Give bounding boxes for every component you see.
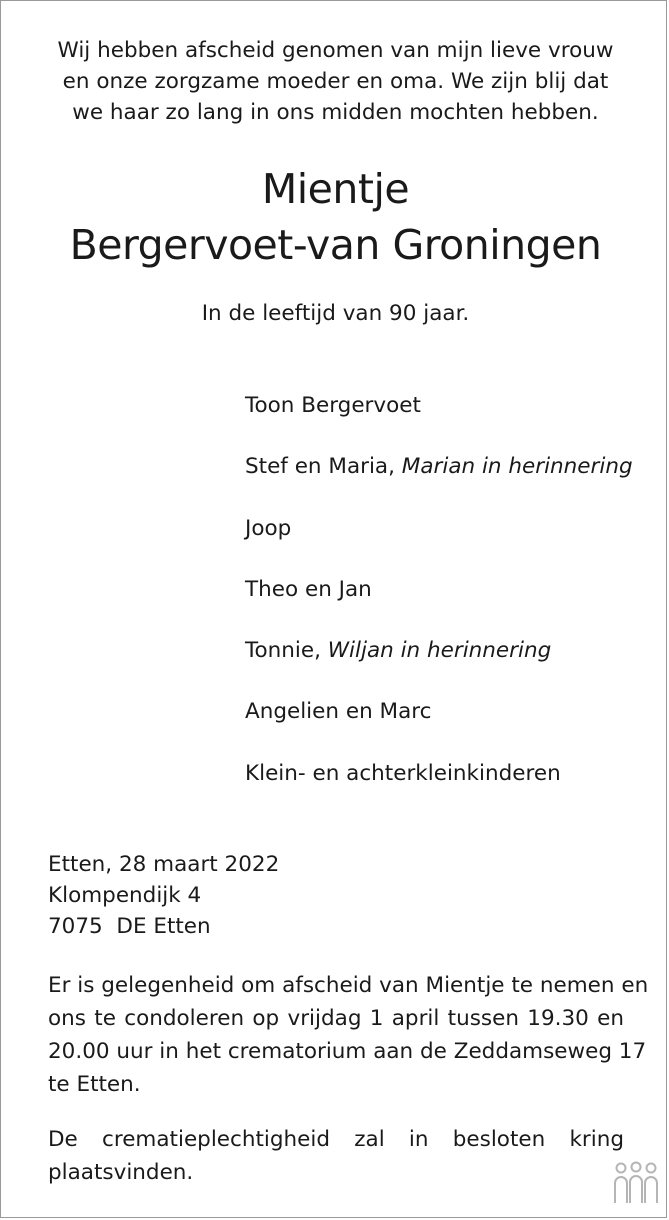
place-date: Etten, 28 maart 2022 <box>48 852 280 877</box>
street-address: Klompendijk 4 <box>48 883 202 908</box>
condolence-line: ons te condoleren op vrijdag 1 april tussen 19.30 en <box>48 1006 624 1031</box>
intro-line: Wij hebben afscheid genomen van mijn lieve vrouw <box>57 38 614 63</box>
family-member: Tonnie, Wiljan in herinnering <box>245 638 552 664</box>
family-member: Stef en Maria, Marian in herinnering <box>245 454 633 480</box>
condolence-paragraph <box>48 969 649 1101</box>
ceremony-paragraph <box>48 1123 624 1189</box>
family-member: Theo en Jan <box>245 576 372 602</box>
deceased-first-name: Mientje <box>261 165 410 213</box>
condolence-line: 20.00 uur in het crematorium aan de Zeddamseweg 17 <box>48 1039 647 1064</box>
deceased-name <box>1 161 669 273</box>
family-member: Toon Bergervoet <box>245 393 421 418</box>
family-member: Joop <box>245 515 292 541</box>
address-block <box>48 849 279 942</box>
condolence-line: Er is gelegenheid om afscheid van Mientje te nemen en <box>48 973 649 998</box>
age-text: In de leeftijd van 90 jaar. <box>201 301 470 326</box>
ceremony-line: plaatsvinden. <box>48 1160 194 1185</box>
family-member: Angelien en Marc <box>245 699 432 725</box>
intro-line: en onze zorgzame moeder en oma. We zijn blij dat <box>62 69 609 94</box>
people-group-icon <box>611 1161 661 1205</box>
deceased-full-name: Bergervoet-van Groningen <box>69 221 602 269</box>
condolence-line: te Etten. <box>48 1072 141 1097</box>
postal-code: 7075 DE Etten <box>48 914 211 939</box>
ceremony-line: De crematieplechtigheid zal in besloten kring <box>48 1127 624 1152</box>
intro-line: we haar zo lang in ons midden mochten hebben. <box>72 100 599 125</box>
intro-text <box>31 35 640 128</box>
family-member: Klein- en achterkleinkinderen <box>245 760 561 786</box>
family-list <box>245 391 633 820</box>
